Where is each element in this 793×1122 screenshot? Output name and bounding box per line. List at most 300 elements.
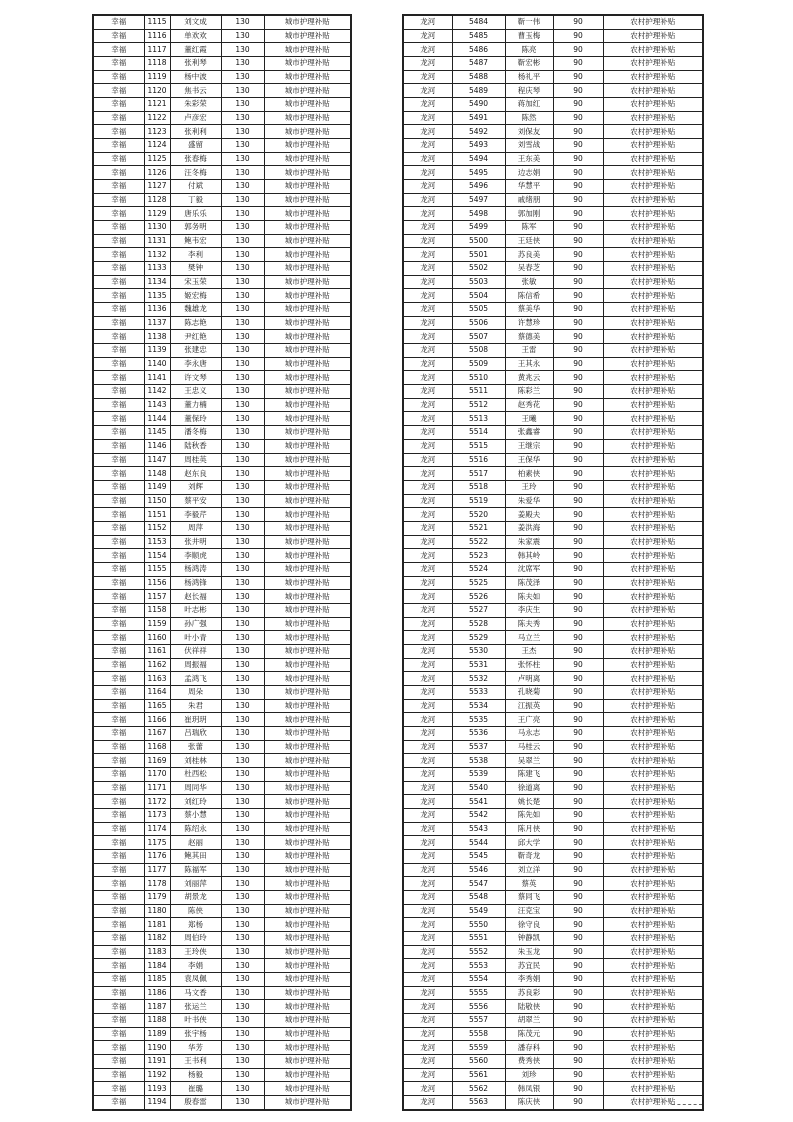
table-row (403, 658, 703, 672)
name-cell: 孔晓菊 (505, 685, 553, 699)
amount-cell: 90 (553, 726, 603, 740)
type-cell: 城市护理补贴 (264, 125, 351, 139)
id-cell: 1169 (144, 754, 170, 768)
table-row (403, 125, 703, 139)
table-row (403, 590, 703, 604)
table-row (93, 603, 351, 617)
town-cell: 龙河 (403, 685, 452, 699)
town-cell: 龙河 (403, 644, 452, 658)
type-cell: 农村护理补贴 (603, 932, 703, 946)
amount-cell: 90 (553, 275, 603, 289)
name-cell: 刘保友 (505, 125, 553, 139)
amount-cell: 130 (221, 494, 264, 508)
town-cell: 幸福 (93, 685, 144, 699)
town-cell: 龙河 (403, 98, 452, 112)
amount-cell: 90 (553, 713, 603, 727)
table-row (403, 1068, 703, 1082)
id-cell: 5541 (452, 795, 505, 809)
amount-cell: 90 (553, 330, 603, 344)
amount-cell: 90 (553, 480, 603, 494)
name-cell: 陈庆侠 (505, 1096, 553, 1110)
table-row (403, 535, 703, 549)
type-cell: 城市护理补贴 (264, 576, 351, 590)
town-cell: 幸福 (93, 877, 144, 891)
town-cell: 幸福 (93, 822, 144, 836)
town-cell: 幸福 (93, 152, 144, 166)
town-cell: 龙河 (403, 535, 452, 549)
table-row (403, 740, 703, 754)
amount-cell: 90 (553, 891, 603, 905)
type-cell: 农村护理补贴 (603, 139, 703, 153)
id-cell: 5550 (452, 918, 505, 932)
table-row (93, 1082, 351, 1096)
amount-cell: 130 (221, 590, 264, 604)
amount-cell: 130 (221, 193, 264, 207)
name-cell: 黄兆云 (505, 371, 553, 385)
type-cell: 农村护理补贴 (603, 1082, 703, 1096)
name-cell: 陈军 (505, 221, 553, 235)
name-cell: 丁毅 (170, 193, 221, 207)
name-cell: 张利利 (170, 125, 221, 139)
table-row (93, 43, 351, 57)
type-cell: 城市护理补贴 (264, 193, 351, 207)
id-cell: 5542 (452, 808, 505, 822)
name-cell: 姚长楚 (505, 795, 553, 809)
name-cell: 宋玉荣 (170, 275, 221, 289)
town-cell: 龙河 (403, 316, 452, 330)
name-cell: 姬宏梅 (170, 289, 221, 303)
type-cell: 农村护理补贴 (603, 849, 703, 863)
table-row (93, 1014, 351, 1028)
town-cell: 龙河 (403, 726, 452, 740)
amount-cell: 130 (221, 535, 264, 549)
table-row (403, 836, 703, 850)
town-cell: 龙河 (403, 180, 452, 194)
type-cell: 城市护理补贴 (264, 29, 351, 43)
id-cell: 5499 (452, 221, 505, 235)
table-row (403, 29, 703, 43)
amount-cell: 130 (221, 713, 264, 727)
id-cell: 1179 (144, 891, 170, 905)
id-cell: 1118 (144, 57, 170, 71)
table-row (403, 98, 703, 112)
id-cell: 5562 (452, 1082, 505, 1096)
table-row (93, 576, 351, 590)
type-cell: 城市护理补贴 (264, 234, 351, 248)
id-cell: 5508 (452, 344, 505, 358)
id-cell: 1189 (144, 1027, 170, 1041)
name-cell: 边志娟 (505, 166, 553, 180)
town-cell: 龙河 (403, 617, 452, 631)
type-cell: 城市护理补贴 (264, 973, 351, 987)
id-cell: 1175 (144, 836, 170, 850)
type-cell: 城市护理补贴 (264, 904, 351, 918)
table-row (403, 863, 703, 877)
town-cell: 龙河 (403, 15, 452, 29)
type-cell: 城市护理补贴 (264, 412, 351, 426)
type-cell: 农村护理补贴 (603, 1000, 703, 1014)
table-row (93, 617, 351, 631)
table-row (93, 863, 351, 877)
type-cell: 农村护理补贴 (603, 262, 703, 276)
name-cell: 周朵 (170, 685, 221, 699)
id-cell: 1159 (144, 617, 170, 631)
amount-cell: 90 (553, 822, 603, 836)
amount-cell: 90 (553, 289, 603, 303)
amount-cell: 90 (553, 740, 603, 754)
town-cell: 幸福 (93, 385, 144, 399)
amount-cell: 130 (221, 275, 264, 289)
type-cell: 城市护理补贴 (264, 891, 351, 905)
id-cell: 1166 (144, 713, 170, 727)
town-cell: 龙河 (403, 152, 452, 166)
type-cell: 农村护理补贴 (603, 29, 703, 43)
name-cell: 陈茂元 (505, 1027, 553, 1041)
type-cell: 城市护理补贴 (264, 767, 351, 781)
name-cell: 潘存科 (505, 1041, 553, 1055)
table-row (403, 1082, 703, 1096)
town-cell: 幸福 (93, 836, 144, 850)
amount-cell: 130 (221, 1014, 264, 1028)
id-cell: 5511 (452, 385, 505, 399)
table-row (403, 521, 703, 535)
id-cell: 5526 (452, 590, 505, 604)
id-cell: 5539 (452, 767, 505, 781)
type-cell: 农村护理补贴 (603, 959, 703, 973)
town-cell: 龙河 (403, 371, 452, 385)
town-cell: 幸福 (93, 494, 144, 508)
amount-cell: 90 (553, 221, 603, 235)
type-cell: 城市护理补贴 (264, 453, 351, 467)
type-cell: 农村护理补贴 (603, 385, 703, 399)
table-row (93, 740, 351, 754)
type-cell: 农村护理补贴 (603, 617, 703, 631)
id-cell: 1143 (144, 398, 170, 412)
table-row (403, 685, 703, 699)
name-cell: 苏良彩 (505, 986, 553, 1000)
town-cell: 龙河 (403, 330, 452, 344)
amount-cell: 90 (553, 877, 603, 891)
town-cell: 龙河 (403, 303, 452, 317)
name-cell: 王东美 (505, 152, 553, 166)
name-cell: 胡翠兰 (505, 1014, 553, 1028)
town-cell: 龙河 (403, 480, 452, 494)
table-row (403, 385, 703, 399)
id-cell: 5545 (452, 849, 505, 863)
id-cell: 1178 (144, 877, 170, 891)
table-row (403, 699, 703, 713)
town-cell: 龙河 (403, 781, 452, 795)
table-row (93, 631, 351, 645)
table-row (403, 672, 703, 686)
name-cell: 刘文成 (170, 15, 221, 29)
table-row (93, 15, 351, 29)
name-cell: 杨鸿涛 (170, 562, 221, 576)
name-cell: 王杰 (505, 644, 553, 658)
table-row (403, 644, 703, 658)
amount-cell: 130 (221, 699, 264, 713)
amount-cell: 130 (221, 426, 264, 440)
name-cell: 王继宗 (505, 439, 553, 453)
town-cell: 幸福 (93, 57, 144, 71)
name-cell: 程庆琴 (505, 84, 553, 98)
type-cell: 农村护理补贴 (603, 713, 703, 727)
id-cell: 1153 (144, 535, 170, 549)
amount-cell: 130 (221, 1000, 264, 1014)
id-cell: 5522 (452, 535, 505, 549)
amount-cell: 90 (553, 357, 603, 371)
town-cell: 幸福 (93, 508, 144, 522)
table-row (93, 781, 351, 795)
name-cell: 陈福军 (170, 863, 221, 877)
town-cell: 幸福 (93, 1041, 144, 1055)
type-cell: 农村护理补贴 (603, 248, 703, 262)
id-cell: 1184 (144, 959, 170, 973)
id-cell: 5492 (452, 125, 505, 139)
town-cell: 幸福 (93, 672, 144, 686)
amount-cell: 90 (553, 904, 603, 918)
town-cell: 龙河 (403, 412, 452, 426)
amount-cell: 90 (553, 248, 603, 262)
name-cell: 陆敬侠 (505, 1000, 553, 1014)
id-cell: 5561 (452, 1068, 505, 1082)
type-cell: 城市护理补贴 (264, 330, 351, 344)
table-row (93, 658, 351, 672)
type-cell: 农村护理补贴 (603, 412, 703, 426)
id-cell: 5529 (452, 631, 505, 645)
town-cell: 幸福 (93, 1014, 144, 1028)
name-cell: 陈亮 (505, 43, 553, 57)
amount-cell: 130 (221, 480, 264, 494)
type-cell: 农村护理补贴 (603, 644, 703, 658)
table-row (93, 1041, 351, 1055)
name-cell: 陈茂泽 (505, 576, 553, 590)
name-cell: 赵秀花 (505, 398, 553, 412)
town-cell: 龙河 (403, 918, 452, 932)
amount-cell: 130 (221, 70, 264, 84)
table-row (403, 562, 703, 576)
type-cell: 农村护理补贴 (603, 316, 703, 330)
type-cell: 农村护理补贴 (603, 795, 703, 809)
town-cell: 幸福 (93, 453, 144, 467)
type-cell: 农村护理补贴 (603, 303, 703, 317)
town-cell: 龙河 (403, 262, 452, 276)
id-cell: 5531 (452, 658, 505, 672)
town-cell: 龙河 (403, 29, 452, 43)
amount-cell: 90 (553, 111, 603, 125)
table-row (93, 193, 351, 207)
name-cell: 张井明 (170, 535, 221, 549)
type-cell: 农村护理补贴 (603, 371, 703, 385)
id-cell: 1181 (144, 918, 170, 932)
amount-cell: 90 (553, 1000, 603, 1014)
id-cell: 1129 (144, 207, 170, 221)
amount-cell: 90 (553, 467, 603, 481)
name-cell: 董红霞 (170, 43, 221, 57)
amount-cell: 130 (221, 863, 264, 877)
amount-cell: 90 (553, 631, 603, 645)
table-row (403, 289, 703, 303)
name-cell: 张怀柱 (505, 658, 553, 672)
town-cell: 龙河 (403, 275, 452, 289)
town-cell: 幸福 (93, 262, 144, 276)
table-row (403, 303, 703, 317)
type-cell: 农村护理补贴 (603, 808, 703, 822)
type-cell: 农村护理补贴 (603, 480, 703, 494)
table-row (93, 166, 351, 180)
town-cell: 龙河 (403, 959, 452, 973)
table-row (403, 781, 703, 795)
name-cell: 沈席军 (505, 562, 553, 576)
name-cell: 朱彩荣 (170, 98, 221, 112)
name-cell: 杜西松 (170, 767, 221, 781)
town-cell: 幸福 (93, 1082, 144, 1096)
town-cell: 龙河 (403, 973, 452, 987)
table-row (403, 166, 703, 180)
amount-cell: 130 (221, 139, 264, 153)
table-row (93, 1027, 351, 1041)
id-cell: 5515 (452, 439, 505, 453)
type-cell: 城市护理补贴 (264, 713, 351, 727)
name-cell: 王书利 (170, 1055, 221, 1069)
town-cell: 龙河 (403, 576, 452, 590)
type-cell: 城市护理补贴 (264, 70, 351, 84)
id-cell: 1170 (144, 767, 170, 781)
name-cell: 付斌 (170, 180, 221, 194)
town-cell: 龙河 (403, 877, 452, 891)
table-row (403, 193, 703, 207)
type-cell: 城市护理补贴 (264, 262, 351, 276)
table-row (403, 180, 703, 194)
type-cell: 农村护理补贴 (603, 289, 703, 303)
town-cell: 龙河 (403, 1068, 452, 1082)
name-cell: 邱大学 (505, 836, 553, 850)
id-cell: 5495 (452, 166, 505, 180)
amount-cell: 90 (553, 767, 603, 781)
amount-cell: 130 (221, 166, 264, 180)
amount-cell: 130 (221, 959, 264, 973)
town-cell: 幸福 (93, 166, 144, 180)
name-cell: 张建忠 (170, 344, 221, 358)
amount-cell: 130 (221, 98, 264, 112)
town-cell: 幸福 (93, 98, 144, 112)
type-cell: 农村护理补贴 (603, 986, 703, 1000)
name-cell: 张宇杨 (170, 1027, 221, 1041)
amount-cell: 130 (221, 248, 264, 262)
table-row (93, 1000, 351, 1014)
town-cell: 龙河 (403, 699, 452, 713)
table-row (93, 877, 351, 891)
town-cell: 龙河 (403, 822, 452, 836)
table-row (93, 316, 351, 330)
amount-cell: 90 (553, 494, 603, 508)
table-row (93, 713, 351, 727)
table-row (403, 234, 703, 248)
amount-cell: 90 (553, 685, 603, 699)
id-cell: 5549 (452, 904, 505, 918)
table-row (403, 494, 703, 508)
amount-cell: 130 (221, 562, 264, 576)
type-cell: 城市护理补贴 (264, 685, 351, 699)
name-cell: 潘冬梅 (170, 426, 221, 440)
id-cell: 1144 (144, 412, 170, 426)
id-cell: 1177 (144, 863, 170, 877)
id-cell: 5489 (452, 84, 505, 98)
town-cell: 幸福 (93, 918, 144, 932)
type-cell: 农村护理补贴 (603, 15, 703, 29)
type-cell: 城市护理补贴 (264, 1068, 351, 1082)
amount-cell: 90 (553, 152, 603, 166)
table-row (93, 1068, 351, 1082)
id-cell: 1131 (144, 234, 170, 248)
table-row (403, 1055, 703, 1069)
amount-cell: 130 (221, 1027, 264, 1041)
town-cell: 幸福 (93, 426, 144, 440)
table-row (403, 15, 703, 29)
amount-cell: 130 (221, 385, 264, 399)
id-cell: 5486 (452, 43, 505, 57)
name-cell: 王忠义 (170, 385, 221, 399)
table-row (93, 385, 351, 399)
id-cell: 1137 (144, 316, 170, 330)
name-cell: 王雷 (505, 344, 553, 358)
town-cell: 幸福 (93, 111, 144, 125)
town-cell: 龙河 (403, 234, 452, 248)
table-row (403, 70, 703, 84)
name-cell: 殷春雷 (170, 1096, 221, 1110)
id-cell: 5533 (452, 685, 505, 699)
table-row (403, 480, 703, 494)
town-cell: 龙河 (403, 193, 452, 207)
amount-cell: 90 (553, 1096, 603, 1110)
id-cell: 1151 (144, 508, 170, 522)
table-row (93, 562, 351, 576)
id-cell: 1135 (144, 289, 170, 303)
name-cell: 杨毅 (170, 1068, 221, 1082)
id-cell: 5487 (452, 57, 505, 71)
type-cell: 农村护理补贴 (603, 672, 703, 686)
id-cell: 5558 (452, 1027, 505, 1041)
name-cell: 吴春芝 (505, 262, 553, 276)
table-row (93, 234, 351, 248)
id-cell: 5502 (452, 262, 505, 276)
table-row (403, 631, 703, 645)
amount-cell: 130 (221, 973, 264, 987)
table-row (403, 344, 703, 358)
town-cell: 龙河 (403, 439, 452, 453)
town-cell: 龙河 (403, 84, 452, 98)
table-row (93, 152, 351, 166)
id-cell: 1117 (144, 43, 170, 57)
type-cell: 城市护理补贴 (264, 672, 351, 686)
name-cell: 周萍 (170, 521, 221, 535)
id-cell: 5501 (452, 248, 505, 262)
type-cell: 农村护理补贴 (603, 1068, 703, 1082)
table-row (403, 973, 703, 987)
id-cell: 1128 (144, 193, 170, 207)
town-cell: 龙河 (403, 1000, 452, 1014)
name-cell: 李娟 (170, 959, 221, 973)
type-cell: 城市护理补贴 (264, 152, 351, 166)
type-cell: 农村护理补贴 (603, 904, 703, 918)
type-cell: 城市护理补贴 (264, 808, 351, 822)
table-row (93, 1055, 351, 1069)
table-row (93, 344, 351, 358)
type-cell: 城市护理补贴 (264, 494, 351, 508)
amount-cell: 130 (221, 576, 264, 590)
table-row (93, 180, 351, 194)
town-cell: 幸福 (93, 986, 144, 1000)
